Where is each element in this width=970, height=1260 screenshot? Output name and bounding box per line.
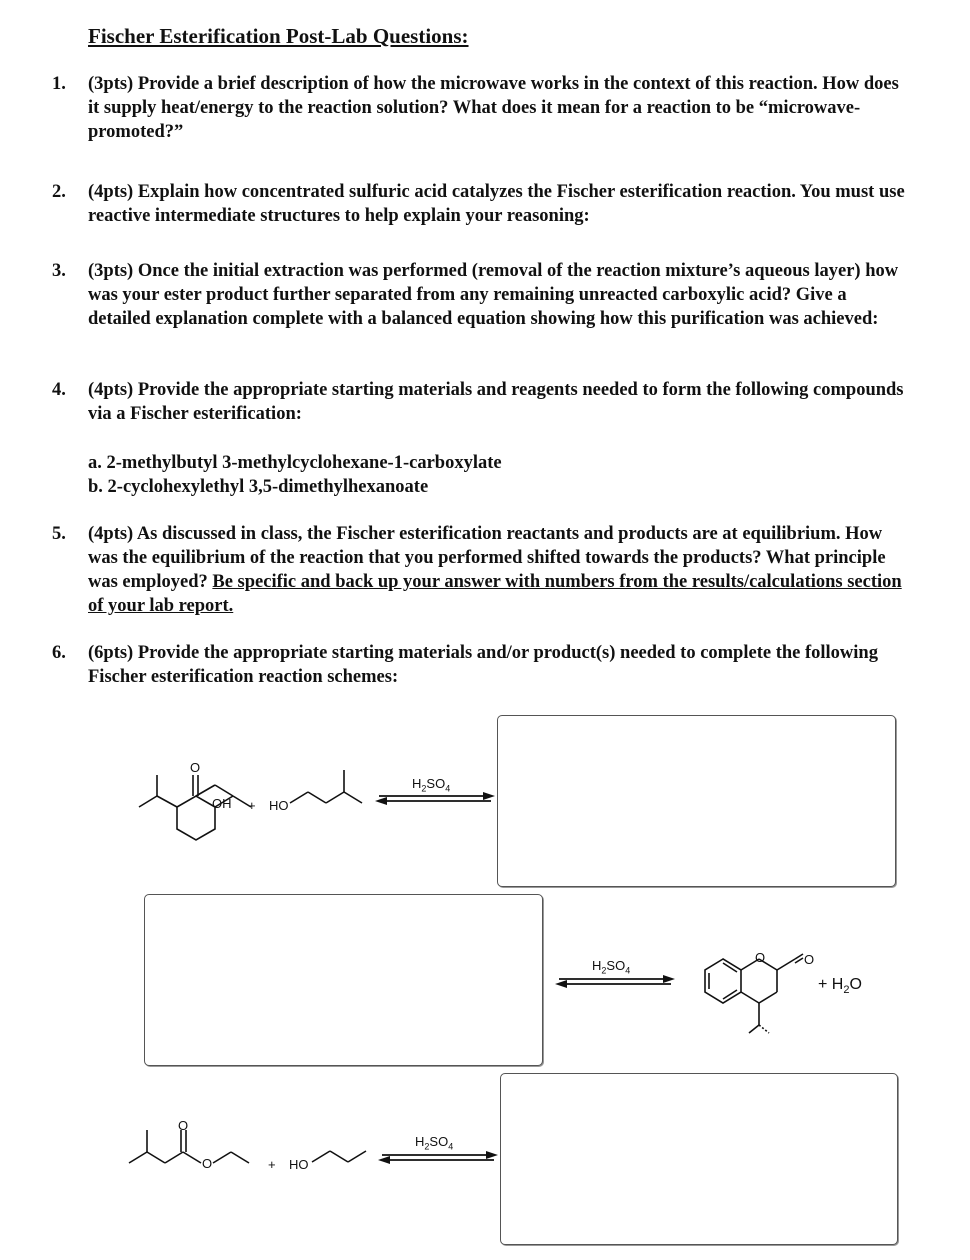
ring-o-label: O [755, 950, 766, 965]
question-text: (3pts) Provide a brief description of how the microwave works in the context of this reaction. How does it supply heat/energy to the reaction solution? What does it mean for a reaction to be “microwave-promoted?” [88, 74, 899, 142]
carbonyl-o-label: O [190, 760, 201, 775]
ester-o-label: O [202, 1156, 213, 1171]
reagent-h: H [415, 1134, 425, 1149]
reagent-label [592, 958, 630, 976]
answer-box-2[interactable] [144, 894, 543, 1066]
question-number: 5. [52, 524, 66, 544]
reagent-so: SO [426, 776, 446, 791]
equilibrium-arrow-icon [375, 792, 500, 806]
question-3 [52, 259, 912, 331]
reagent-sub: 4 [625, 965, 631, 976]
question-text-plain: (4pts) As discussed in class, the Fischer esterification reactants and products are at equilibrium. How was the equilibrium of the reaction that you performed shifted towards the products? What principle was employed? [88, 524, 886, 592]
q4-item-b [88, 475, 428, 499]
question-text: (4pts) Provide the appropriate starting materials and reagents needed to form the following compounds via a Fischer esterification: [88, 380, 904, 424]
question-number: 6. [52, 643, 66, 663]
question-text [88, 522, 912, 618]
item-letter: b. [88, 477, 103, 497]
question-text: (4pts) Explain how concentrated sulfuric acid catalyzes the Fischer esterification reaction. You must use reactive intermediate structures to help explain your reasoning: [88, 182, 905, 226]
plus-sign: + [248, 798, 256, 813]
item-text: 2-cyclohexylethyl 3,5-dimethylhexanoate [107, 477, 429, 497]
answer-box-3[interactable] [500, 1073, 898, 1245]
plus-sign: + [268, 1157, 276, 1172]
question-text-underlined: Be specific and back up your answer with numbers from the results/calculations section of your lab report. [88, 572, 902, 616]
equilibrium-arrow-icon [555, 975, 680, 989]
reagent-sub: 2 [601, 965, 607, 976]
ho-label: HO [289, 1157, 309, 1172]
question-number: 2. [52, 182, 66, 202]
carbonyl-o-label: O [178, 1118, 189, 1133]
question-1 [52, 72, 912, 144]
question-number: 3. [52, 261, 66, 281]
answer-box-1[interactable] [497, 715, 896, 887]
reagent-sub: 2 [421, 783, 427, 794]
page-title: Fischer Esterification Post-Lab Questions: [88, 24, 469, 48]
scheme1-alcohol-structure [288, 765, 368, 810]
question-6 [52, 641, 912, 689]
reagent-so: SO [429, 1134, 449, 1149]
question-number: 1. [52, 74, 66, 94]
water-sub: 2 [843, 984, 850, 997]
water-h: + H [818, 976, 844, 993]
reagent-sub: 4 [448, 1141, 454, 1152]
equilibrium-arrow-icon [378, 1151, 503, 1165]
scheme3-ester-structure [125, 1115, 265, 1175]
question-text: (3pts) Once the initial extraction was performed (removal of the reaction mixture’s aqueous layer) how was your ester product further separated from any remaining unreacted carboxylic acid? Give a detailed explanation complete with a balanced equation showing how this purification was achieved: [88, 261, 899, 329]
carbonyl-o-label: O [804, 952, 815, 967]
question-2 [52, 180, 912, 228]
reagent-label [415, 1134, 453, 1152]
ho-label: HO [269, 798, 289, 813]
reagent-so: SO [606, 958, 626, 973]
reagent-h: H [412, 776, 422, 791]
reagent-h: H [592, 958, 602, 973]
oh-label: OH [212, 796, 232, 811]
item-letter: a. [88, 453, 102, 473]
question-text: (6pts) Provide the appropriate starting materials and/or product(s) needed to complete the following Fischer esterification reaction schemes: [88, 643, 878, 687]
question-4 [52, 378, 912, 426]
question-5 [52, 522, 912, 618]
q4-item-a [88, 451, 502, 475]
reagent-label [412, 776, 450, 794]
scheme3-alcohol-structure [310, 1140, 370, 1170]
reagent-sub: 2 [424, 1141, 430, 1152]
water-label [818, 976, 862, 996]
water-o: O [849, 976, 862, 993]
item-text: 2-methylbutyl 3-methylcyclohexane-1-carboxylate [106, 453, 502, 473]
question-number: 4. [52, 380, 66, 400]
reagent-sub: 4 [445, 783, 451, 794]
